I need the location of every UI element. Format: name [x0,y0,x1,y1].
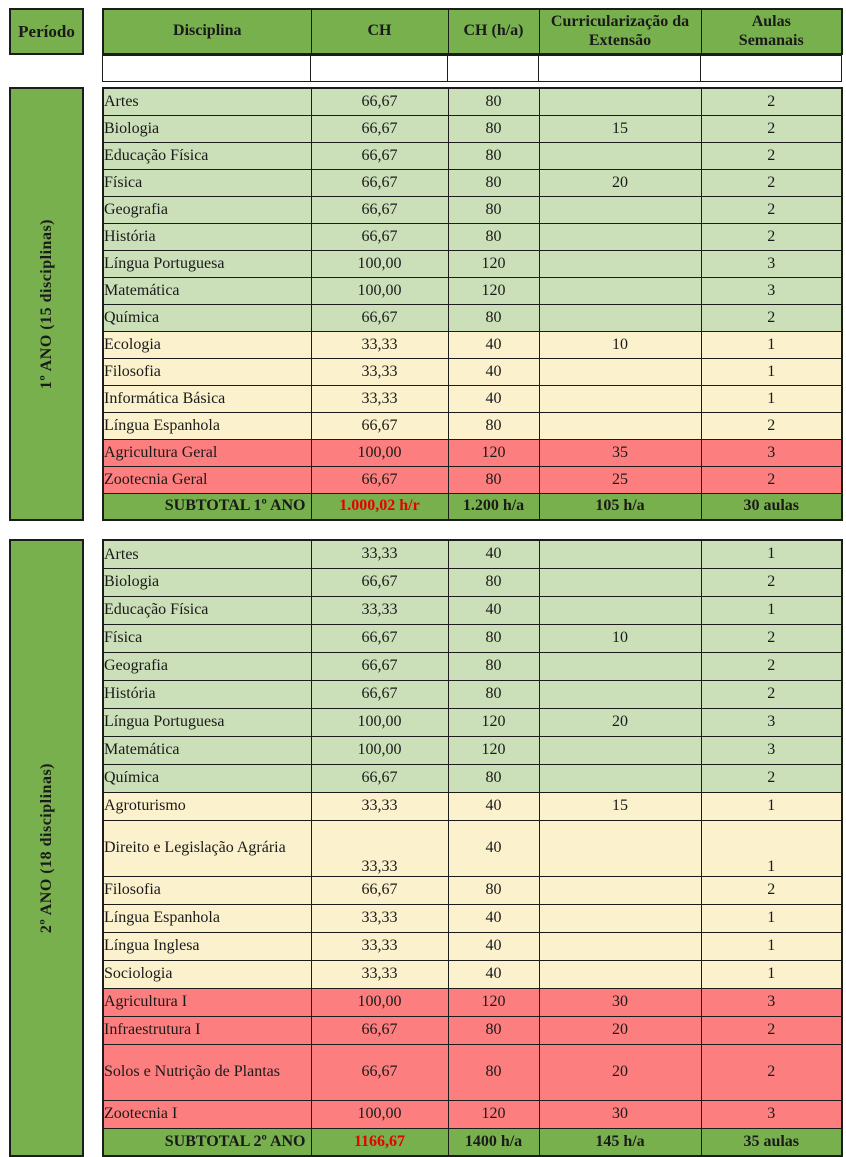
discipline-cell: Zootecnia I [103,1100,311,1128]
table-row [103,331,842,358]
subtotal-aulas-cell: 35 aulas [701,1128,842,1156]
discipline-cell: Biologia [103,568,311,596]
extensao-cell: 35 [539,439,701,466]
ch-ha-cell: 80 [448,304,539,331]
ch-cell: 100,00 [311,988,448,1016]
aulas-cell: 3 [701,439,842,466]
discipline-cell: Filosofia [103,876,311,904]
discipline-cell: Língua Inglesa [103,932,311,960]
extensao-cell: 20 [539,169,701,196]
ch-cell: 66,67 [311,169,448,196]
aulas-cell: 2 [701,466,842,493]
table-row [103,466,842,493]
column-header-disciplina: Disciplina [103,9,311,54]
subtotal-aulas-cell: 30 aulas [701,493,842,520]
ch-cell: 66,67 [311,304,448,331]
ch-cell: 66,67 [311,624,448,652]
table-row [103,624,842,652]
table-row [103,439,842,466]
ch-cell: 66,67 [311,88,448,115]
aulas-cell: 2 [701,115,842,142]
header-table [102,8,843,55]
subtotal-ch-cell: 1.000,02 h/r [311,493,448,520]
discipline-cell: Geografia [103,652,311,680]
ch-ha-cell: 80 [448,876,539,904]
ch-cell: 66,67 [311,652,448,680]
aulas-cell: 2 [701,680,842,708]
extensao-cell [539,540,701,568]
aulas-cell: 2 [701,142,842,169]
discipline-cell: Sociologia [103,960,311,988]
empty-row-table [102,55,842,82]
ch-cell: 33,33 [311,385,448,412]
period-label-1-ano [9,87,84,521]
ch-ha-cell: 120 [448,250,539,277]
aulas-cell: 1 [701,820,842,876]
ch-ha-cell: 40 [448,385,539,412]
table-row [103,169,842,196]
ch-ha-cell: 80 [448,1044,539,1100]
discipline-cell: Agricultura I [103,988,311,1016]
empty-row [103,56,842,82]
ch-cell: 66,67 [311,1016,448,1044]
aulas-cell: 2 [701,764,842,792]
ch-cell: 33,33 [311,932,448,960]
ch-cell: 100,00 [311,708,448,736]
discipline-cell: Filosofia [103,358,311,385]
extensao-cell [539,223,701,250]
discipline-cell: Matemática [103,277,311,304]
subtotal-row [103,1128,842,1156]
extensao-cell [539,142,701,169]
ch-cell: 66,67 [311,223,448,250]
aulas-cell: 2 [701,1044,842,1100]
discipline-cell: Direito e Legislação Agrária [103,820,311,876]
discipline-cell: Agricultura Geral [103,439,311,466]
table-row [103,277,842,304]
table-row [103,1044,842,1100]
discipline-cell: Física [103,624,311,652]
extensao-cell [539,876,701,904]
table-row [103,540,842,568]
aulas-cell: 1 [701,385,842,412]
period-label-2-ano [9,539,84,1157]
ch-cell: 33,33 [311,820,448,876]
ch-cell: 33,33 [311,792,448,820]
extensao-cell: 20 [539,708,701,736]
extensao-cell [539,568,701,596]
extensao-cell [539,932,701,960]
aulas-cell: 3 [701,736,842,764]
discipline-cell: Física [103,169,311,196]
aulas-cell: 2 [701,568,842,596]
discipline-cell: Língua Espanhola [103,904,311,932]
ch-ha-cell: 80 [448,624,539,652]
ch-cell: 100,00 [311,736,448,764]
table-row [103,820,842,876]
ch-ha-cell: 80 [448,466,539,493]
discipline-cell: Matemática [103,736,311,764]
discipline-cell: Química [103,304,311,331]
subtotal-extensao-cell: 105 h/a [539,493,701,520]
extensao-cell: 10 [539,331,701,358]
aulas-cell: 1 [701,904,842,932]
aulas-cell: 3 [701,1100,842,1128]
discipline-cell: Língua Portuguesa [103,708,311,736]
periodo-header-cell: Período [9,8,84,55]
ch-ha-cell: 40 [448,540,539,568]
ch-ha-cell: 40 [448,358,539,385]
table-row [103,1100,842,1128]
ch-ha-cell: 80 [448,1016,539,1044]
ch-ha-cell: 120 [448,988,539,1016]
table-row [103,1016,842,1044]
aulas-cell: 3 [701,708,842,736]
table-row [103,680,842,708]
ch-ha-cell: 80 [448,142,539,169]
ch-cell: 66,67 [311,115,448,142]
table-row [103,876,842,904]
aulas-cell: 1 [701,596,842,624]
column-header-aulas: Aulas Semanais [701,9,842,54]
discipline-cell: Artes [103,88,311,115]
extensao-cell [539,250,701,277]
period-label-text: 2º ANO (18 disciplinas) [37,762,55,934]
ch-cell: 100,00 [311,277,448,304]
ch-ha-cell: 40 [448,904,539,932]
ch-ha-cell: 80 [448,196,539,223]
subtotal-label-cell: SUBTOTAL 2º ANO [103,1128,311,1156]
ch-cell: 33,33 [311,596,448,624]
table-row [103,385,842,412]
column-header-ch-ha: CH (h/a) [448,9,539,54]
ch-cell: 66,67 [311,876,448,904]
empty-row-band [9,55,846,82]
ch-ha-cell: 80 [448,115,539,142]
discipline-table [102,539,843,1157]
extensao-cell: 20 [539,1016,701,1044]
table-row [103,88,842,115]
discipline-cell: Informática Básica [103,385,311,412]
subtotal-row [103,493,842,520]
ch-ha-cell: 40 [448,331,539,358]
ch-cell: 66,67 [311,568,448,596]
discipline-cell: Língua Portuguesa [103,250,311,277]
aulas-cell: 2 [701,624,842,652]
ch-ha-cell: 120 [448,439,539,466]
aulas-cell: 3 [701,277,842,304]
extensao-cell: 20 [539,1044,701,1100]
table-row [103,568,842,596]
extensao-cell [539,196,701,223]
ch-cell: 100,00 [311,250,448,277]
subtotal-label-cell: SUBTOTAL 1º ANO [103,493,311,520]
aulas-cell: 1 [701,932,842,960]
extensao-cell [539,652,701,680]
aulas-cell: 3 [701,988,842,1016]
table-row [103,960,842,988]
ch-ha-cell: 80 [448,680,539,708]
ch-cell: 33,33 [311,358,448,385]
ch-ha-cell: 80 [448,652,539,680]
extensao-cell: 30 [539,1100,701,1128]
table-row [103,196,842,223]
ch-ha-cell: 80 [448,88,539,115]
ch-ha-cell: 120 [448,277,539,304]
discipline-cell: Química [103,764,311,792]
extensao-cell [539,412,701,439]
aulas-cell: 2 [701,169,842,196]
aulas-cell: 2 [701,876,842,904]
ch-cell: 66,67 [311,680,448,708]
ch-ha-cell: 40 [448,820,539,876]
subtotal-ch-ha-cell: 1400 h/a [448,1128,539,1156]
aulas-cell: 3 [701,250,842,277]
ch-cell: 66,67 [311,196,448,223]
ch-ha-cell: 40 [448,932,539,960]
ch-ha-cell: 80 [448,764,539,792]
extensao-cell [539,820,701,876]
subtotal-ch-cell: 1166,67 [311,1128,448,1156]
extensao-cell: 15 [539,115,701,142]
ch-cell: 33,33 [311,960,448,988]
table-row [103,596,842,624]
ch-cell: 33,33 [311,904,448,932]
ch-cell: 66,67 [311,142,448,169]
discipline-cell: História [103,223,311,250]
table-row [103,736,842,764]
extensao-cell [539,596,701,624]
table-row [103,904,842,932]
discipline-cell: Língua Espanhola [103,412,311,439]
extensao-cell [539,736,701,764]
discipline-cell: Agroturismo [103,792,311,820]
aulas-cell: 2 [701,1016,842,1044]
ch-ha-cell: 80 [448,412,539,439]
discipline-cell: Solos e Nutrição de Plantas [103,1044,311,1100]
ch-cell: 66,67 [311,412,448,439]
table-row [103,412,842,439]
subtotal-extensao-cell: 145 h/a [539,1128,701,1156]
ch-ha-cell: 80 [448,169,539,196]
section-1-ano [9,87,846,521]
ch-cell: 100,00 [311,439,448,466]
discipline-table [102,87,843,521]
discipline-cell: Artes [103,540,311,568]
table-row [103,358,842,385]
ch-cell: 33,33 [311,540,448,568]
extensao-cell [539,764,701,792]
aulas-cell: 2 [701,196,842,223]
aulas-cell: 2 [701,412,842,439]
aulas-cell: 1 [701,358,842,385]
discipline-cell: Zootecnia Geral [103,466,311,493]
ch-ha-cell: 40 [448,596,539,624]
discipline-cell: Infraestrutura I [103,1016,311,1044]
table-row [103,764,842,792]
extensao-cell: 10 [539,624,701,652]
discipline-cell: Ecologia [103,331,311,358]
discipline-cell: História [103,680,311,708]
ch-cell: 66,67 [311,466,448,493]
aulas-cell: 2 [701,223,842,250]
extensao-cell [539,680,701,708]
table-row [103,250,842,277]
extensao-cell [539,904,701,932]
extensao-cell [539,385,701,412]
extensao-cell [539,277,701,304]
aulas-cell: 1 [701,540,842,568]
table-row [103,932,842,960]
extensao-cell: 30 [539,988,701,1016]
aulas-cell: 1 [701,792,842,820]
discipline-cell: Educação Física [103,596,311,624]
extensao-cell [539,358,701,385]
ch-cell: 66,67 [311,1044,448,1100]
ch-ha-cell: 80 [448,568,539,596]
extensao-cell: 25 [539,466,701,493]
aulas-cell: 2 [701,652,842,680]
discipline-cell: Biologia [103,115,311,142]
ch-cell: 33,33 [311,331,448,358]
table-row [103,792,842,820]
extensao-cell: 15 [539,792,701,820]
table-row [103,652,842,680]
discipline-cell: Educação Física [103,142,311,169]
ch-ha-cell: 40 [448,792,539,820]
ch-ha-cell: 80 [448,223,539,250]
section-2-ano [9,539,846,1157]
ch-ha-cell: 120 [448,708,539,736]
table-row [103,304,842,331]
subtotal-ch-ha-cell: 1.200 h/a [448,493,539,520]
aulas-cell: 2 [701,304,842,331]
table-header [9,8,846,55]
table-row [103,223,842,250]
aulas-cell: 2 [701,88,842,115]
discipline-cell: Geografia [103,196,311,223]
extensao-cell [539,960,701,988]
aulas-cell: 1 [701,960,842,988]
table-row [103,142,842,169]
period-label-text: 1º ANO (15 disciplinas) [37,218,55,390]
table-row [103,708,842,736]
ch-ha-cell: 40 [448,960,539,988]
table-row [103,115,842,142]
ch-ha-cell: 120 [448,736,539,764]
table-row [103,988,842,1016]
ch-cell: 66,67 [311,764,448,792]
column-header-ch: CH [311,9,448,54]
extensao-cell [539,304,701,331]
ch-cell: 100,00 [311,1100,448,1128]
aulas-cell: 1 [701,331,842,358]
ch-ha-cell: 120 [448,1100,539,1128]
column-header-extensao: Curricularização da Extensão [539,9,701,54]
extensao-cell [539,88,701,115]
